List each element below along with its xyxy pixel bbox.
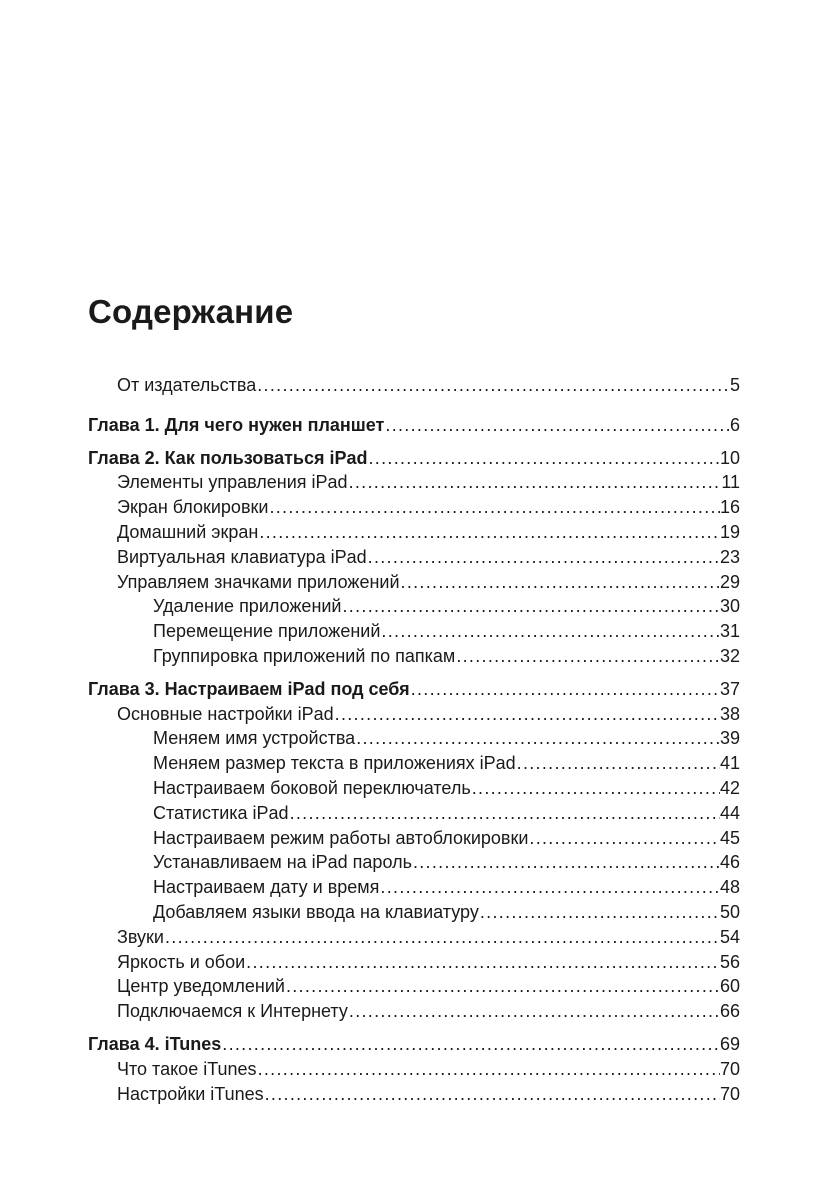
toc-entry-title: Настраиваем дату и время <box>153 877 380 898</box>
toc-entry[interactable] <box>88 495 740 520</box>
toc-entry-title: Перемещение приложений <box>153 621 381 642</box>
toc-entry-page: 42 <box>719 777 740 798</box>
toc-subentry[interactable] <box>88 850 740 875</box>
toc-entry[interactable] <box>88 974 740 999</box>
toc-entry-page: 11 <box>721 472 740 493</box>
toc-entry-title: Глава 4. iTunes <box>88 1033 222 1054</box>
dot-leader <box>245 950 720 975</box>
toc-entry[interactable] <box>88 1082 740 1107</box>
toc-entry-title: Статистика iPad <box>153 802 289 823</box>
toc-chapter-entry[interactable] <box>88 446 740 471</box>
toc-subentry[interactable] <box>88 594 740 619</box>
toc-entry-page: 5 <box>729 375 740 395</box>
toc-entry-page: 70 <box>719 1058 740 1079</box>
toc-entry-title: Яркость и обои <box>117 951 246 972</box>
dot-leader <box>410 677 720 702</box>
toc-entry-title: Звуки <box>117 926 164 947</box>
toc-entry-page: 30 <box>719 596 740 617</box>
toc-entry[interactable] <box>88 520 740 545</box>
dot-leader <box>289 801 720 826</box>
dot-leader <box>221 1032 720 1057</box>
dot-leader <box>384 413 730 438</box>
toc-entry-title: Группировка приложений по папкам <box>153 645 456 666</box>
toc-entry-page: 38 <box>719 703 740 724</box>
toc-entry-title: Меняем размер текста в приложениях iPad <box>153 753 516 774</box>
dot-leader <box>400 570 720 595</box>
toc-entry-page: 45 <box>719 827 740 848</box>
toc-entry-title: Элементы управления iPad <box>117 472 348 493</box>
toc-subentry[interactable] <box>88 826 740 851</box>
toc-entry-title: Удаление приложений <box>153 596 342 617</box>
toc-entry[interactable] <box>88 950 740 975</box>
toc-entry-page: 32 <box>719 645 740 666</box>
toc-entry-title: Глава 3. Настраиваем iPad под себя <box>88 678 410 699</box>
toc-entry[interactable] <box>88 570 740 595</box>
toc-entry-title: Глава 1. Для чего нужен планшет <box>88 414 385 435</box>
toc-chapter-entry[interactable] <box>88 413 740 438</box>
toc-subentry[interactable] <box>88 900 740 925</box>
toc-entry-title: Глава 2. Как пользоваться iPad <box>88 447 368 468</box>
dot-leader <box>256 373 730 398</box>
dot-leader <box>479 900 720 925</box>
toc-subentry[interactable] <box>88 619 740 644</box>
toc-entry-title: Экран блокировки <box>117 497 269 518</box>
dot-leader <box>164 925 720 950</box>
dot-leader <box>258 520 720 545</box>
toc-entry-page: 6 <box>729 414 740 435</box>
toc-chapter-entry[interactable] <box>88 1032 740 1057</box>
toc-entry-page: 46 <box>719 852 740 873</box>
toc-entry[interactable] <box>88 1057 740 1082</box>
toc-entry-page: 54 <box>719 926 740 947</box>
toc-chapter-entry[interactable] <box>88 677 740 702</box>
dot-leader <box>516 751 720 776</box>
toc-entry-page: 66 <box>719 1001 740 1022</box>
dot-leader <box>355 726 720 751</box>
dot-leader <box>264 1082 720 1107</box>
toc-entry-title: Настройки iTunes <box>117 1083 264 1104</box>
toc-entry-page: 56 <box>719 951 740 972</box>
toc-entry-page: 16 <box>719 497 740 518</box>
toc-subentry[interactable] <box>88 875 740 900</box>
toc-entry-page: 39 <box>719 728 740 749</box>
toc-entry-title: Центр уведомлений <box>117 976 285 997</box>
toc-subentry[interactable] <box>88 644 740 669</box>
dot-leader <box>285 974 720 999</box>
dot-leader <box>257 1057 720 1082</box>
dot-leader <box>367 545 720 570</box>
toc-entry-page: 41 <box>719 753 740 774</box>
toc-entry[interactable] <box>88 470 740 495</box>
toc-entry-title: Основные настройки iPad <box>117 703 334 724</box>
toc-entry-page: 60 <box>719 976 740 997</box>
toc-entry[interactable] <box>88 925 740 950</box>
toc-entry[interactable] <box>88 545 740 570</box>
toc-entry-title: Виртуальная клавиатура iPad <box>117 546 367 567</box>
dot-leader <box>455 644 720 669</box>
toc-entry-page: 31 <box>719 621 740 642</box>
toc-entry-title: Добавляем языки ввода на клавиатуру <box>153 901 479 922</box>
toc-entry-title: Настраиваем режим работы автоблокировки <box>153 827 529 848</box>
toc-entry-title: Управляем значками приложений <box>117 571 400 592</box>
toc-entry-page: 44 <box>719 802 740 823</box>
toc-entry-page: 50 <box>719 901 740 922</box>
dot-leader <box>368 446 720 471</box>
toc-entry-title: Подключаемся к Интернету <box>117 1001 348 1022</box>
toc-entry-page: 29 <box>719 571 740 592</box>
toc-entry-title: Настраиваем боковой переключатель <box>153 777 471 798</box>
toc-entry[interactable] <box>88 373 740 398</box>
dot-leader <box>471 776 720 801</box>
dot-leader <box>348 999 720 1024</box>
toc-entry[interactable] <box>88 999 740 1024</box>
dot-leader <box>412 850 720 875</box>
dot-leader <box>342 594 720 619</box>
toc-entry-page: 23 <box>719 546 740 567</box>
toc-entry-title: Устанавливаем на iPad пароль <box>153 852 412 873</box>
dot-leader <box>380 619 720 644</box>
table-of-contents <box>88 373 740 1106</box>
dot-leader <box>528 826 720 851</box>
dot-leader <box>348 470 722 495</box>
toc-entry-page: 69 <box>719 1033 740 1054</box>
toc-entry-page: 37 <box>719 678 740 699</box>
toc-entry-title: Домашний экран <box>117 521 259 542</box>
dot-leader <box>268 495 720 520</box>
toc-entry[interactable] <box>88 702 740 727</box>
toc-entry-page: 10 <box>719 447 740 468</box>
toc-subentry[interactable] <box>88 751 740 776</box>
toc-entry-page: 48 <box>719 877 740 898</box>
dot-leader <box>379 875 720 900</box>
toc-entry-title: Что такое iTunes <box>117 1058 257 1079</box>
toc-subentry[interactable] <box>88 726 740 751</box>
page-title: Содержание <box>88 293 294 330</box>
toc-entry-page: 19 <box>719 521 740 542</box>
dot-leader <box>334 702 720 727</box>
toc-subentry[interactable] <box>88 801 740 826</box>
toc-entry-title: Меняем имя устройства <box>153 728 356 749</box>
toc-subentry[interactable] <box>88 776 740 801</box>
toc-entry-page: 70 <box>719 1083 740 1104</box>
toc-entry-title: От издательства <box>117 375 257 395</box>
